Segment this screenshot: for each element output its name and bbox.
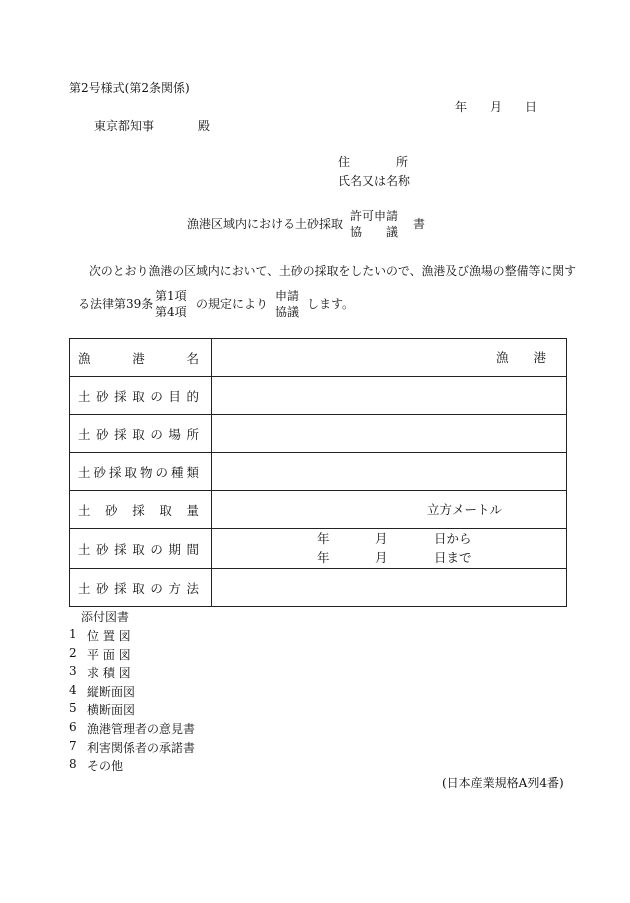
list-item: 4 縦断面図	[69, 682, 136, 699]
table-row	[70, 339, 567, 377]
date-month-label: 月	[490, 100, 503, 114]
body-line-2b: の規定により	[196, 297, 269, 311]
location-field[interactable]	[212, 415, 567, 453]
document-title: 漁港区域内における土砂採取	[187, 217, 344, 231]
address-label-2: 所	[396, 155, 409, 169]
list-item: 1 位 置 図	[69, 627, 131, 643]
method-field[interactable]	[212, 569, 567, 607]
list-item: 2 平 面 図	[69, 645, 131, 662]
list-item: 6 漁港管理者の意見書	[69, 719, 196, 736]
quantity-unit: 立方メートル	[427, 502, 503, 517]
material-type-field[interactable]	[212, 453, 567, 491]
period-end-month: 月	[375, 550, 388, 565]
period-end-day: 日まで	[434, 550, 472, 565]
body-line-2a: る法律第39条	[78, 297, 154, 311]
table-row	[70, 415, 567, 453]
addressee-honorific: 殿	[198, 119, 211, 133]
body-line-2c: します。	[307, 297, 355, 311]
list-item: 5 横断面図	[69, 701, 136, 718]
row-label-location: 土砂採取の場所	[70, 415, 212, 453]
attachments-list	[69, 627, 195, 776]
quantity-field[interactable]	[212, 491, 567, 529]
application-table	[69, 338, 567, 607]
attachments-heading: 添付図書	[81, 610, 130, 624]
row-label-material-type: 土砂採取物の種類	[70, 453, 212, 491]
table-row	[70, 377, 567, 415]
harbor-suffix: 漁 港	[496, 350, 547, 365]
period-end-year: 年	[317, 550, 330, 565]
period-start-day: 日から	[434, 531, 472, 546]
period-start-month: 月	[375, 531, 388, 546]
list-item: 7 利害関係者の承諾書	[69, 738, 196, 755]
list-item: 8 その他	[69, 757, 124, 774]
table-row	[70, 491, 567, 529]
paper-size-note: (日本産業規格A列4番)	[442, 776, 564, 790]
clause-option-1: 第1項	[155, 289, 187, 303]
harbor-name-field[interactable]	[212, 339, 567, 377]
action-options	[275, 290, 299, 318]
form-number: 第2号様式(第2条関係)	[69, 81, 190, 95]
title-options	[350, 210, 398, 238]
row-label-purpose: 土砂採取の目的	[70, 377, 212, 415]
table-row	[70, 453, 567, 491]
date-year-label: 年	[455, 100, 468, 114]
clause-options	[155, 290, 187, 318]
title-option-consult: 協 議	[350, 225, 399, 239]
title-suffix: 書	[413, 217, 426, 231]
action-option-consult: 協議	[275, 305, 300, 319]
name-label: 氏名又は名称	[338, 174, 411, 188]
purpose-field[interactable]	[212, 377, 567, 415]
address-label-1: 住	[338, 155, 351, 169]
period-field[interactable]	[212, 529, 567, 569]
period-start-year: 年	[317, 531, 330, 546]
action-option-apply: 申請	[275, 289, 300, 303]
list-item: 3 求 積 図	[69, 664, 131, 681]
title-option-permit: 許可申請	[350, 209, 399, 223]
row-label-period: 土砂採取の期間	[70, 529, 212, 569]
clause-option-4: 第4項	[155, 305, 187, 319]
table-row	[70, 529, 567, 569]
row-label-quantity: 土砂採取量	[70, 491, 212, 529]
date-day-label: 日	[525, 100, 538, 114]
body-line-1: 次のとおり漁港の区域内において、土砂の採取をしたいので、漁港及び漁場の整備等に関す	[89, 264, 577, 278]
table-row	[70, 569, 567, 607]
row-label-method: 土砂採取の方法	[70, 569, 212, 607]
row-label-harbor-name: 漁港名	[70, 339, 212, 377]
addressee-name: 東京都知事	[94, 119, 155, 133]
